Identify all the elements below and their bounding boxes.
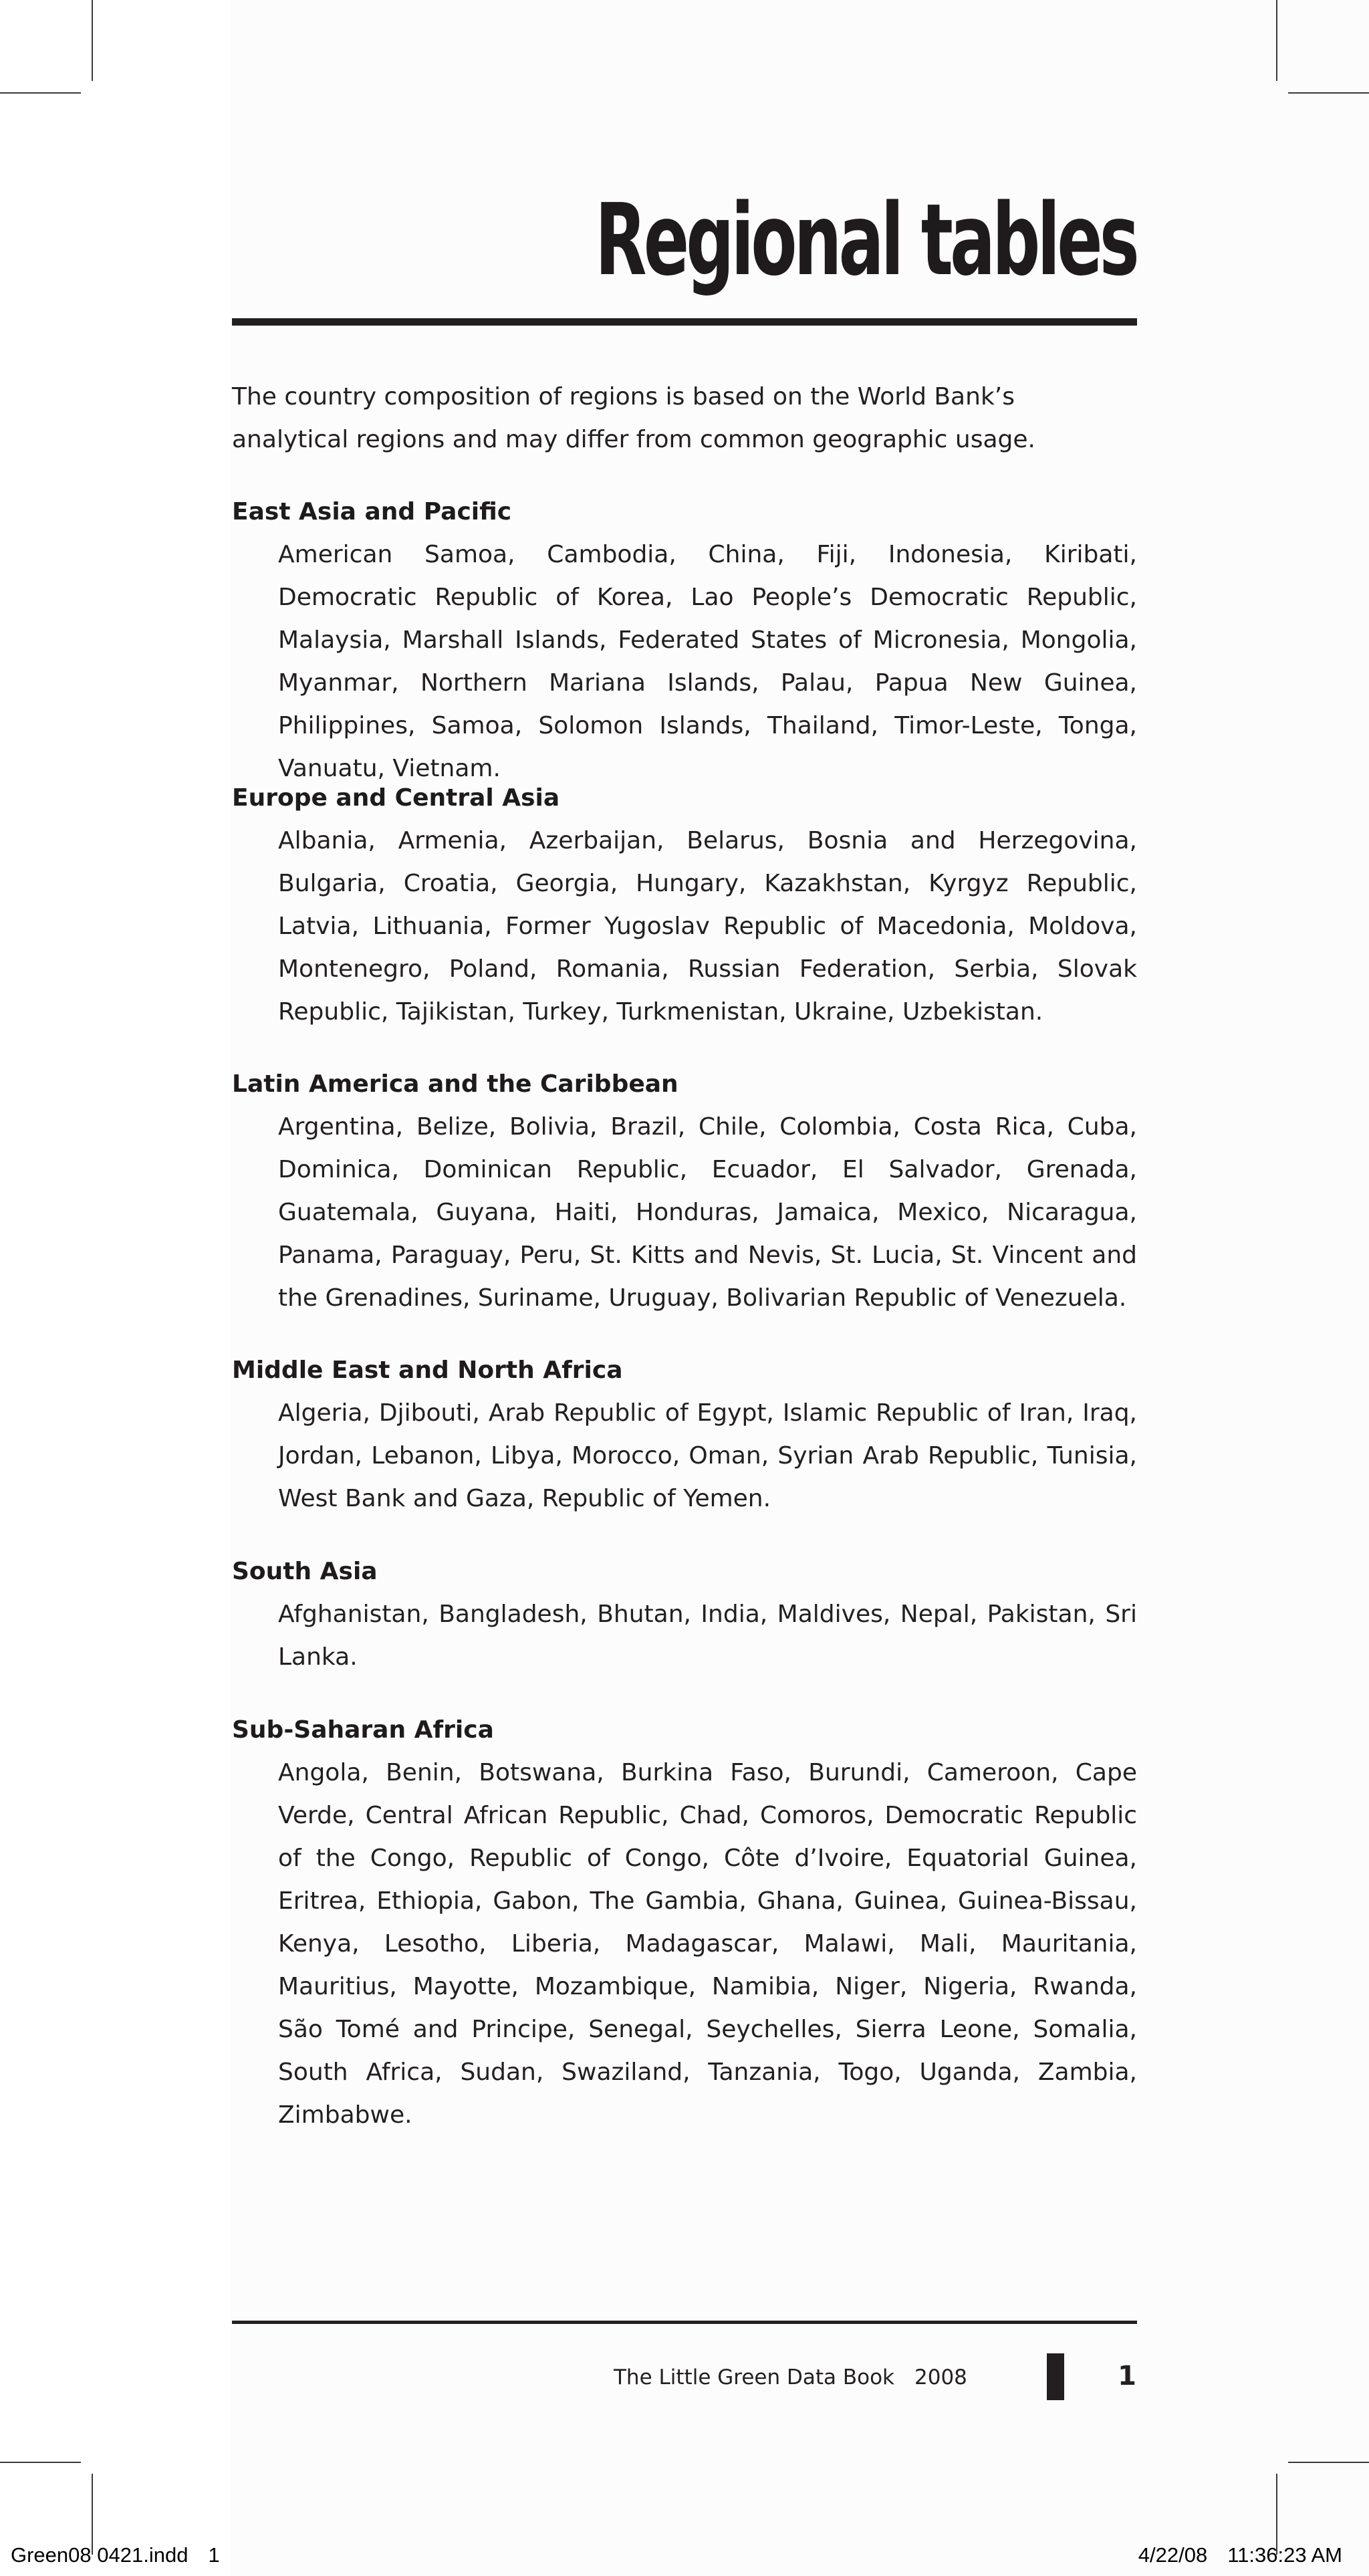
footer-book-title xyxy=(614,2364,967,2391)
slug-filename: Green08 0421.indd xyxy=(11,2543,189,2567)
region-heading: Middle East and North Africa xyxy=(232,1357,623,1384)
region-heading: East Asia and Pacific xyxy=(232,498,512,525)
page-number: 1 xyxy=(1118,2361,1136,2391)
region-countries: Afghanistan, Bangladesh, Bhutan, India, Maldives, Nepal, Pakistan, Sri Lanka. xyxy=(278,1601,1137,1671)
crop-mark-bottom-left-vertical xyxy=(92,2474,93,2555)
crop-mark-top-left-vertical xyxy=(92,0,93,81)
region-heading: Latin America and the Caribbean xyxy=(232,1070,678,1098)
intro-paragraph: The country composition of regions is based on the World Bank’s analytical regions and may differ from common geographic usage. xyxy=(232,383,1035,453)
print-slug-file xyxy=(11,2543,220,2567)
slug-time: 11:36:23 AM xyxy=(1227,2543,1342,2567)
title-rule xyxy=(232,318,1137,326)
crop-mark-bottom-left-horizontal xyxy=(0,2462,81,2463)
crop-mark-bottom-right-vertical xyxy=(1276,2474,1277,2555)
region-latin-america-caribbean xyxy=(232,1063,1137,1320)
slug-date: 4/22/08 xyxy=(1138,2543,1208,2567)
footer-book-name: The Little Green Data Book xyxy=(614,2365,894,2389)
region-south-asia xyxy=(232,1550,1137,1679)
region-countries: American Samoa, Cambodia, China, Fiji, Indonesia, Kiribati, Democratic Republic of Korea, Lao People’s Democratic Republic, Malaysia, Marshall Islands, Federated States of Micronesia, Mongolia, Myanmar, Northern Mariana Islands, Palau, Papua New Guinea, Philippines, Samoa, Solomon Islands, Thailand, Timor-Leste, Tonga, Vanuatu, Vietnam. xyxy=(278,541,1137,782)
footer-bar xyxy=(1047,2353,1064,2400)
print-slug-timestamp xyxy=(1138,2543,1342,2567)
crop-mark-top-right-vertical xyxy=(1276,0,1277,81)
region-europe-central-asia xyxy=(232,777,1137,1034)
region-heading: Europe and Central Asia xyxy=(232,784,560,812)
footer-year: 2008 xyxy=(914,2365,967,2389)
region-countries: Argentina, Belize, Bolivia, Brazil, Chile, Colombia, Costa Rica, Cuba, Dominica, Dominican Republic, Ecuador, El Salvador, Grenada, Guatemala, Guyana, Haiti, Honduras, Jamaica, Mexico, Nicaragua, Panama, Paraguay, Peru, St. Kitts and Nevis, St. Lucia, St. Vincent and the Grenadines, Suriname, Uruguay, Bolivarian Republic of Venezuela. xyxy=(278,1113,1137,1312)
crop-mark-top-left-horizontal xyxy=(0,92,81,94)
region-middle-east-north-africa xyxy=(232,1349,1137,1520)
region-countries: Angola, Benin, Botswana, Burkina Faso, Burundi, Cameroon, Cape Verde, Central African Republic, Chad, Comoros, Democratic Republic of the Congo, Republic of Congo, Côte d’Ivoire, Equatorial Guinea, Eritrea, Ethiopia, Gabon, The Gambia, Ghana, Guinea, Guinea-Bissau, Kenya, Lesotho, Liberia, Madagascar, Malawi, Mali, Mauritania, Mauritius, Mayotte, Mozambique, Namibia, Niger, Nigeria, Rwanda, São Tomé and Principe, Senegal, Seychelles, Sierra Leone, Somalia, South Africa, Sudan, Swaziland, Tanzania, Togo, Uganda, Zambia, Zimbabwe. xyxy=(278,1759,1137,2129)
region-countries: Algeria, Djibouti, Arab Republic of Egypt, Islamic Republic of Iran, Iraq, Jordan, Lebanon, Libya, Morocco, Oman, Syrian Arab Republic, Tunisia, West Bank and Gaza, Republic of Yemen. xyxy=(278,1399,1137,1512)
region-sub-saharan-africa xyxy=(232,1709,1137,2137)
region-heading: Sub-Saharan Africa xyxy=(232,1716,494,1744)
region-east-asia-pacific xyxy=(232,491,1137,790)
region-countries: Albania, Armenia, Azerbaijan, Belarus, Bosnia and Herzegovina, Bulgaria, Croatia, Georgia, Hungary, Kazakhstan, Kyrgyz Republic, Latvia, Lithuania, Former Yugoslav Republic of Macedonia, Moldova, Montenegro, Poland, Romania, Russian Federation, Serbia, Slovak Republic, Tajikistan, Turkey, Turkmenistan, Ukraine, Uzbekistan. xyxy=(278,827,1137,1026)
footer-rule xyxy=(232,2321,1137,2324)
crop-mark-top-right-horizontal xyxy=(1288,92,1369,94)
crop-mark-bottom-right-horizontal xyxy=(1288,2462,1369,2463)
page-title: Regional tables xyxy=(595,183,1136,298)
slug-page: 1 xyxy=(208,2543,220,2567)
region-heading: South Asia xyxy=(232,1558,378,1585)
